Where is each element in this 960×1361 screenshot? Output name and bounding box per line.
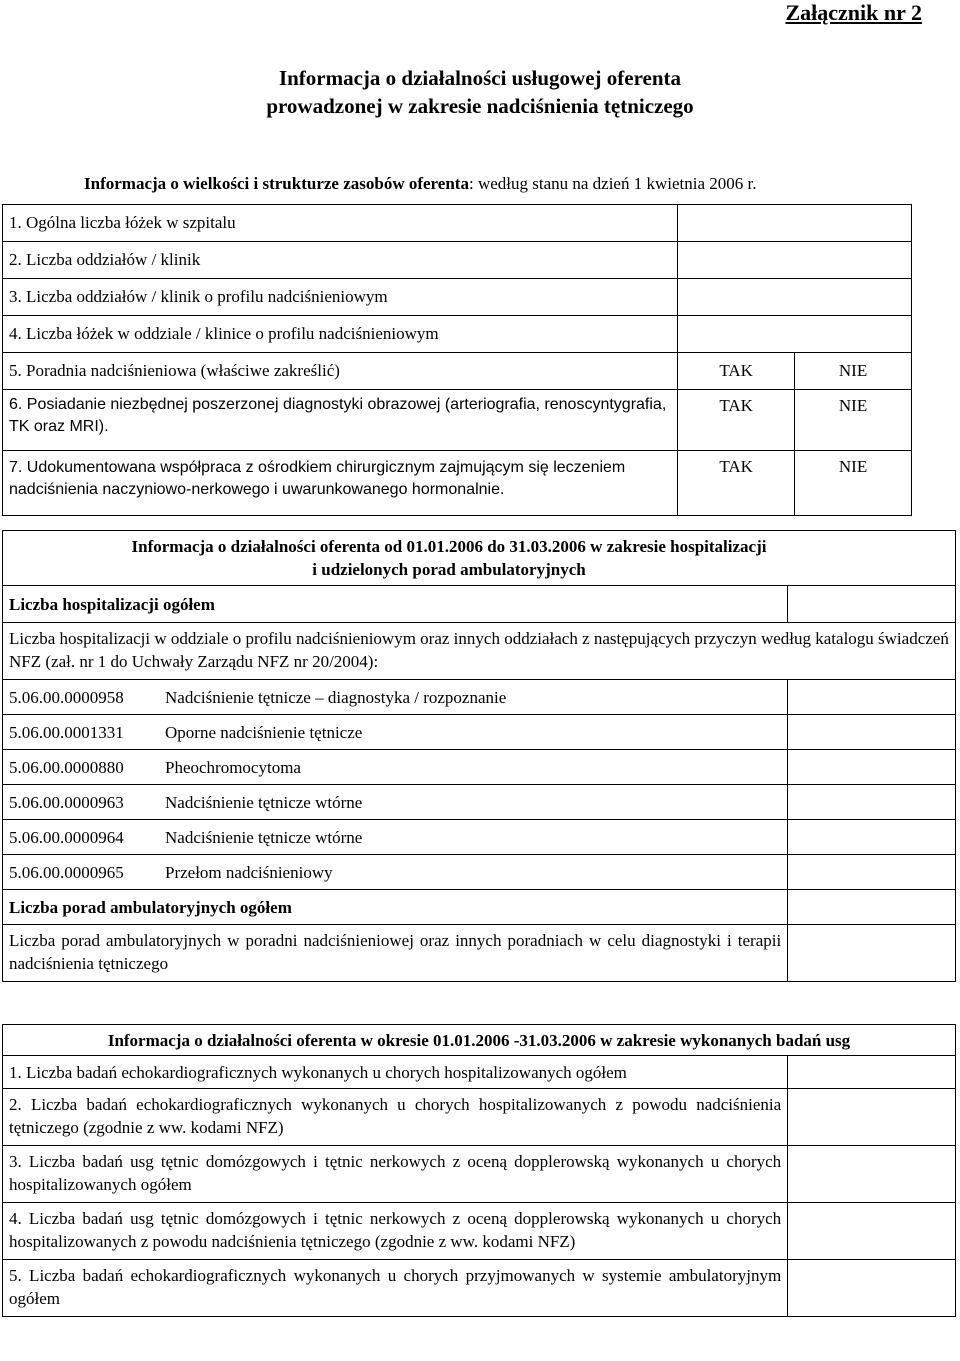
code-row (3, 820, 788, 855)
amb-total-label: Liczba porad ambulatoryjnych ogółem (3, 890, 788, 925)
usg-row-value[interactable] (788, 1203, 956, 1260)
table-row (3, 680, 956, 715)
resources-row-label: 6. Posiadanie niezbędnej poszerzonej diagnostyki obrazowej (arteriografia, renoscyntygrafia, TK oraz MRI). (3, 390, 678, 451)
resources-row-label: 4. Liczba łóżek w oddziale / klinice o profilu nadciśnieniowym (3, 316, 678, 353)
code-number: 5.06.00.0000963 (9, 792, 124, 812)
usg-row-label: 2. Liczba badań echokardiograficznych wykonanych u chorych hospitalizowanych z powodu nadciśnienia tętniczego (zgodnie z ww. kodami NFZ) (3, 1089, 788, 1146)
resources-header (84, 174, 757, 194)
code-row (3, 680, 788, 715)
resources-value-cell[interactable] (678, 316, 912, 353)
usg-row-value[interactable] (788, 1056, 956, 1089)
activity-table (2, 530, 956, 982)
table-row (3, 750, 956, 785)
code-number: 5.06.00.0000880 (9, 757, 124, 777)
resources-row-label: 7. Udokumentowana współpraca z ośrodkiem chirurgicznym zajmującym się leczeniem nadciśnienia naczyniowo-nerkowego i uwarunkowanego hormonalnie. (3, 451, 678, 516)
resources-row-label: 1. Ogólna liczba łóżek w szpitalu (3, 205, 678, 242)
code-number: 5.06.00.0000958 (9, 687, 124, 707)
usg-table (2, 1024, 956, 1317)
table-row (3, 586, 956, 623)
table-row (3, 1056, 956, 1089)
page-title-line1: Informacja o działalności usługowej oferenta (278, 66, 682, 90)
yes-option[interactable]: TAK (678, 451, 795, 516)
code-value[interactable] (788, 715, 956, 750)
table-row (3, 316, 912, 353)
usg-row-value[interactable] (788, 1146, 956, 1203)
table-row (3, 623, 956, 680)
no-option[interactable]: NIE (795, 390, 912, 451)
code-name: Oporne nadciśnienie tętnicze (165, 722, 363, 742)
attachment-label: Załącznik nr 2 (785, 0, 922, 25)
code-value[interactable] (788, 680, 956, 715)
code-name: Pheochromocytoma (165, 757, 301, 777)
resources-row-label: 2. Liczba oddziałów / klinik (3, 242, 678, 279)
resources-value-cell[interactable] (678, 279, 912, 316)
resources-row-label: 3. Liczba oddziałów / klinik o profilu nadciśnieniowym (3, 279, 678, 316)
code-value[interactable] (788, 750, 956, 785)
resources-row-label: 5. Poradnia nadciśnieniowa (właściwe zakreślić) (3, 353, 678, 390)
code-row (3, 715, 788, 750)
usg-row-label: 5. Liczba badań echokardiograficznych wykonanych u chorych przyjmowanych w systemie ambulatoryjnym ogółem (3, 1260, 788, 1317)
table-row (3, 242, 912, 279)
code-number: 5.06.00.0001331 (9, 722, 124, 742)
no-option[interactable]: NIE (795, 353, 912, 390)
code-row (3, 855, 788, 890)
table-row (3, 1089, 956, 1146)
yes-option[interactable]: TAK (678, 353, 795, 390)
activity-header-line1: Informacja o działalności oferenta od 01.01.2006 do 31.03.2006 w zakresie hospitalizacji (131, 537, 767, 556)
page-title-line2: prowadzonej w zakresie nadciśnienia tętniczego (266, 94, 694, 118)
table-row (3, 205, 912, 242)
code-row (3, 785, 788, 820)
table-row (3, 1203, 956, 1260)
table-row (3, 353, 912, 390)
amb-desc-value[interactable] (788, 925, 956, 982)
table-row (3, 855, 956, 890)
resources-header-bold: Informacja o wielkości i strukturze zasobów oferenta (84, 174, 469, 193)
resources-header-rest: : według stanu na dzień 1 kwietnia 2006 r. (468, 174, 757, 193)
table-row (3, 1025, 956, 1056)
code-number: 5.06.00.0000964 (9, 827, 124, 847)
usg-row-value[interactable] (788, 1260, 956, 1317)
table-row (3, 820, 956, 855)
resources-value-cell[interactable] (678, 242, 912, 279)
hosp-total-value[interactable] (788, 586, 956, 623)
activity-header (3, 531, 956, 586)
table-row (3, 785, 956, 820)
table-row (3, 925, 956, 982)
usg-row-value[interactable] (788, 1089, 956, 1146)
table-row (3, 531, 956, 586)
amb-total-value[interactable] (788, 890, 956, 925)
table-row (3, 715, 956, 750)
table-row (3, 279, 912, 316)
usg-header: Informacja o działalności oferenta w okresie 01.01.2006 -31.03.2006 w zakresie wykonanych badań usg (3, 1025, 956, 1056)
hosp-desc: Liczba hospitalizacji w oddziale o profilu nadciśnieniowym oraz innych oddziałach z następujących przyczyn według katalogu świadczeń NFZ (zał. nr 1 do Uchwały Zarządu NFZ nr 20/2004): (3, 623, 956, 680)
usg-row-label: 1. Liczba badań echokardiograficznych wykonanych u chorych hospitalizowanych ogółem (3, 1056, 788, 1089)
code-value[interactable] (788, 820, 956, 855)
no-option[interactable]: NIE (795, 451, 912, 516)
activity-header-line2: i udzielonych porad ambulatoryjnych (312, 560, 586, 579)
table-row (3, 890, 956, 925)
code-row (3, 750, 788, 785)
code-name: Nadciśnienie tętnicze wtórne (165, 827, 363, 847)
table-row (3, 1260, 956, 1317)
code-name: Nadciśnienie tętnicze – diagnostyka / rozpoznanie (165, 687, 507, 707)
code-value[interactable] (788, 785, 956, 820)
code-value[interactable] (788, 855, 956, 890)
usg-row-label: 3. Liczba badań usg tętnic domózgowych i tętnic nerkowych z oceną dopplerowską wykonanych u chorych hospitalizowanych ogółem (3, 1146, 788, 1203)
resources-table (2, 204, 912, 516)
code-name: Nadciśnienie tętnicze wtórne (165, 792, 363, 812)
code-number: 5.06.00.0000965 (9, 862, 124, 882)
hosp-total-label: Liczba hospitalizacji ogółem (3, 586, 788, 623)
code-name: Przełom nadciśnieniowy (165, 862, 333, 882)
amb-desc: Liczba porad ambulatoryjnych w poradni nadciśnieniowej oraz innych poradniach w celu diagnostyki i terapii nadciśnienia tętniczego (3, 925, 788, 982)
table-row (3, 451, 912, 516)
resources-value-cell[interactable] (678, 205, 912, 242)
table-row (3, 390, 912, 451)
usg-row-label: 4. Liczba badań usg tętnic domózgowych i tętnic nerkowych z oceną dopplerowską wykonanych u chorych hospitalizowanych z powodu nadciśnienia tętniczego (zgodnie z ww. kodami NFZ) (3, 1203, 788, 1260)
table-row (3, 1146, 956, 1203)
yes-option[interactable]: TAK (678, 390, 795, 451)
